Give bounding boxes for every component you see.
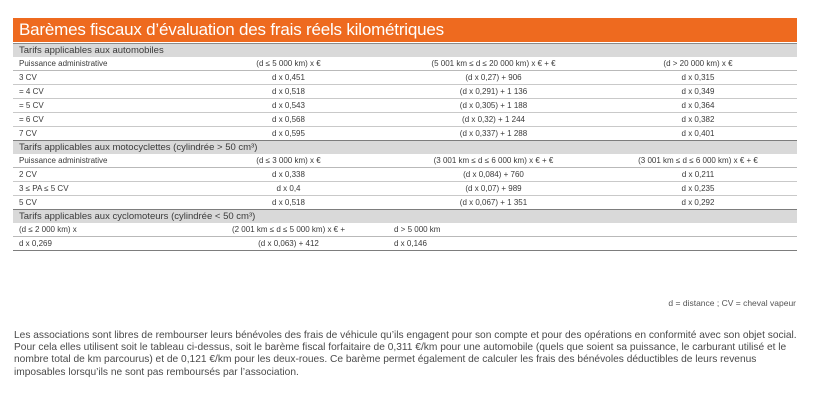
table-cell: d x 0,4 bbox=[183, 182, 388, 196]
table-cell: (d x 0,067) + 1 351 bbox=[388, 196, 593, 210]
column-header: (3 001 km ≤ d ≤ 6 000 km) x € + € bbox=[593, 154, 797, 168]
table-cell: = 5 CV bbox=[13, 99, 183, 113]
table-row bbox=[13, 85, 797, 99]
table-row bbox=[13, 71, 797, 85]
table-cell: d x 0,568 bbox=[183, 113, 388, 127]
empty-cell bbox=[593, 237, 797, 251]
column-header: (d ≤ 2 000 km) x bbox=[13, 223, 183, 237]
table-row bbox=[13, 196, 797, 210]
table-cell: d x 0,595 bbox=[183, 127, 388, 141]
table-cell: d x 0,518 bbox=[183, 196, 388, 210]
table-cell: 5 CV bbox=[13, 196, 183, 210]
page-title: Barèmes fiscaux d’évaluation des frais réels kilométriques bbox=[13, 18, 797, 42]
table-cell: d x 0,543 bbox=[183, 99, 388, 113]
column-header: (5 001 km ≤ d ≤ 20 000 km) x € + € bbox=[388, 57, 593, 71]
legend-note: d = distance ; CV = cheval vapeur bbox=[668, 298, 796, 308]
table-cell: (d x 0,32) + 1 244 bbox=[388, 113, 593, 127]
section-header-automobiles bbox=[13, 44, 797, 58]
table-cell: d x 0,401 bbox=[593, 127, 797, 141]
table-cell: (d x 0,291) + 1 136 bbox=[388, 85, 593, 99]
bareme-table bbox=[13, 43, 797, 251]
table-cell: (d x 0,063) + 412 bbox=[183, 237, 388, 251]
table-header-row bbox=[13, 154, 797, 168]
table-cell: d x 0,364 bbox=[593, 99, 797, 113]
table-cell: (d x 0,084) + 760 bbox=[388, 168, 593, 182]
table-cell: = 4 CV bbox=[13, 85, 183, 99]
table-row bbox=[13, 182, 797, 196]
table-row bbox=[13, 168, 797, 182]
table-cell: d x 0,451 bbox=[183, 71, 388, 85]
table-header-row bbox=[13, 223, 797, 237]
table-cell: (d x 0,337) + 1 288 bbox=[388, 127, 593, 141]
table-cell: 2 CV bbox=[13, 168, 183, 182]
section-title: Tarifs applicables aux cyclomoteurs (cylindrée < 50 cm³) bbox=[13, 210, 797, 224]
column-header: d > 5 000 km bbox=[388, 223, 593, 237]
table-cell: d x 0,292 bbox=[593, 196, 797, 210]
table-row bbox=[13, 113, 797, 127]
table-cell: d x 0,338 bbox=[183, 168, 388, 182]
table-cell: 3 ≤ PA ≤ 5 CV bbox=[13, 182, 183, 196]
table-cell: d x 0,349 bbox=[593, 85, 797, 99]
section-header-motocyclettes bbox=[13, 141, 797, 155]
column-header: (d > 20 000 km) x € bbox=[593, 57, 797, 71]
table-row bbox=[13, 127, 797, 141]
table-cell: 7 CV bbox=[13, 127, 183, 141]
section-title: Tarifs applicables aux motocyclettes (cylindrée > 50 cm³) bbox=[13, 141, 797, 155]
table-cell: = 6 CV bbox=[13, 113, 183, 127]
table-cell: d x 0,382 bbox=[593, 113, 797, 127]
column-header: (d ≤ 3 000 km) x € bbox=[183, 154, 388, 168]
empty-cell bbox=[593, 223, 797, 237]
column-header: (3 001 km ≤ d ≤ 6 000 km) x € + € bbox=[388, 154, 593, 168]
column-header: Puissance administrative bbox=[13, 154, 183, 168]
table-cell: (d x 0,07) + 989 bbox=[388, 182, 593, 196]
table-cell: d x 0,269 bbox=[13, 237, 183, 251]
table-cell: (d x 0,305) + 1 188 bbox=[388, 99, 593, 113]
table-row bbox=[13, 237, 797, 251]
table-cell: d x 0,211 bbox=[593, 168, 797, 182]
table-cell: d x 0,518 bbox=[183, 85, 388, 99]
table-row bbox=[13, 99, 797, 113]
section-header-cyclomoteurs bbox=[13, 210, 797, 224]
table-cell: 3 CV bbox=[13, 71, 183, 85]
table-cell: d x 0,235 bbox=[593, 182, 797, 196]
table-cell: d x 0,146 bbox=[388, 237, 593, 251]
column-header: (d ≤ 5 000 km) x € bbox=[183, 57, 388, 71]
table-cell: d x 0,315 bbox=[593, 71, 797, 85]
column-header: (2 001 km ≤ d ≤ 5 000 km) x € + bbox=[183, 223, 388, 237]
table-header-row bbox=[13, 57, 797, 71]
explanatory-paragraph: Les associations sont libres de rembourser leurs bénévoles des frais de véhicule qu’ils engagent pour son compte et pour des opérations en conformité avec son objet social. Pour cela elles utilisent soit le tableau ci-dessus, soit le barème fiscal forfaitaire de 0,311 €/km pour une automobile (quels que soient sa puissance, le carburant utilisé et le nombre total de km parcourus) et de 0,121 €/km pour les deux-roues. Ce barème permet également de calculer les frais des bénévoles déductibles de leurs revenus imposables lorsqu’ils ne sont pas remboursés par l’association. bbox=[14, 330, 797, 378]
table-cell: (d x 0,27) + 906 bbox=[388, 71, 593, 85]
section-title: Tarifs applicables aux automobiles bbox=[13, 44, 797, 58]
column-header: Puissance administrative bbox=[13, 57, 183, 71]
